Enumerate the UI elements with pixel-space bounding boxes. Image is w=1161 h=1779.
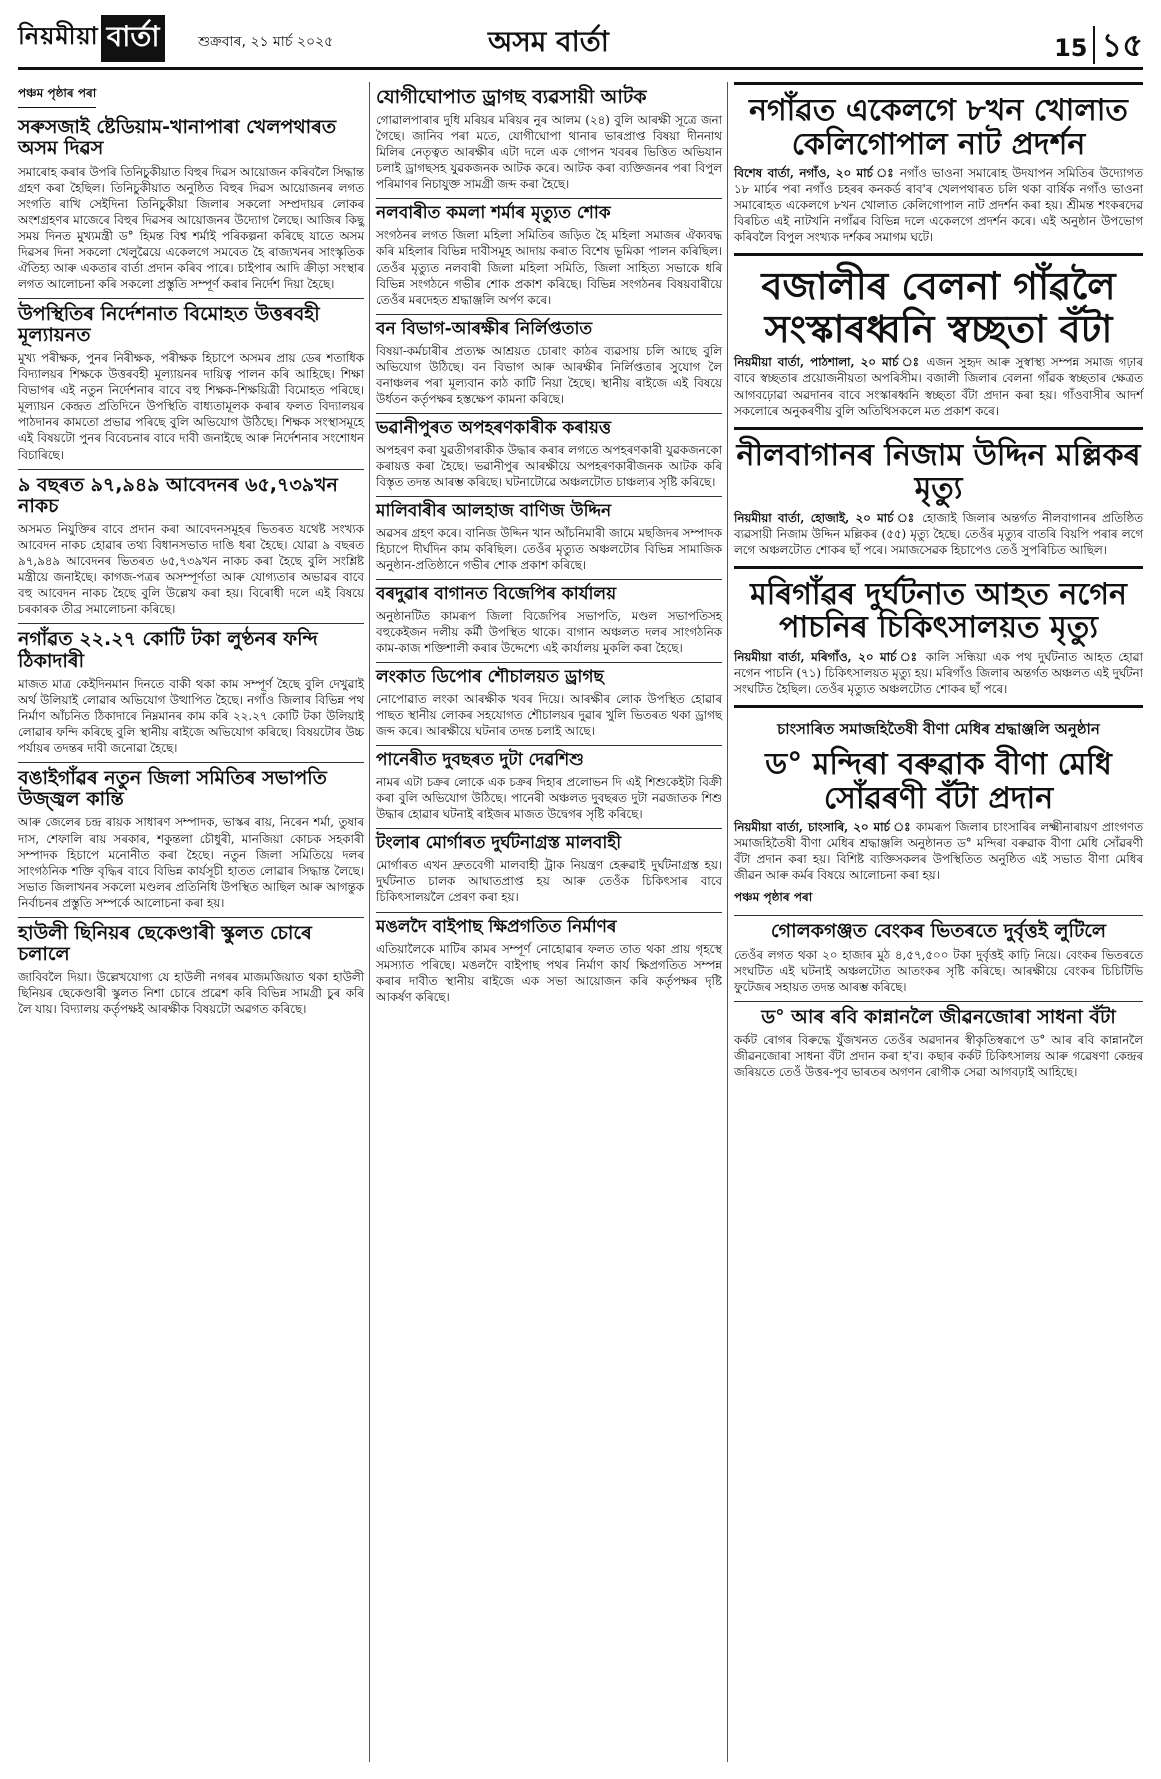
dateline: নিয়মীয়া বাৰ্তা, মৰিগাঁও, ২০ মাৰ্চ ঃ [734,650,920,665]
continued-label: পঞ্চম পৃষ্ঠাৰ পৰা [18,85,96,108]
article-headline: ৯ বছৰত ৯৭,৯৪৯ আবেদনৰ ৬৫,৭৩৯খন নাকচ [18,473,338,517]
page-number-latin: 15 [1054,34,1088,62]
article-headline: টংলাৰ মোৰ্গাৰত দুৰ্ঘটনাগ্ৰস্ত মালবাহী [376,833,622,854]
article [734,921,1143,994]
article-body: গোৱালপাৰাৰ দুধি মৰিয়ৰ মৰিয়ৰ নুৰ আলম (২৪) বুলি আৰক্ষী সূত্ৰে জনা গৈছে। জানিব পৰা মতে, যোগীঘোপা থানাৰ ভাৰপ্ৰাপ্ত বিষয়া দীননাথ মিলিৰ নেতৃত্বত আৰক্ষীৰ এটা দলে এক গোপন খবৰৰ ভিত্তিত অভিযান চলাই ড্ৰাগছসহ যুৱকজনক আটক কৰে। আটক কৰা ব্যক্তিজনৰ পৰা বিপুল পৰিমাণৰ নিচাযুক্ত সামগ্ৰী জব্দ কৰা হৈছে। [376,113,722,192]
article-headline: লংকাত ডিপোৰ শৌচালয়ত ড্ৰাগছ [376,667,604,688]
article-body: অসমত নিযুক্তিৰ বাবে প্ৰদান কৰা আবেদনসমূহৰ ভিতৰত যথেষ্ট সংখ্যক আবেদন নাকচ হোৱাৰ তথ্য বিধানসভাত দাঙি ধৰা হৈছে। যোৱা ৯ বছৰত ৯৭,৯৪৯ আবেদনৰ ভিতৰত ৬৫,৭৩৯খন নাকচ কৰা হৈছে বুলি সংশ্লিষ্ট মন্ত্ৰীয়ে জনাইছে। কাগজ-পত্ৰৰ অসম্পূৰ্ণতা আৰু যোগ্যতাৰ অভাৱৰ বাবে বহু আবেদন নাকচ হৈছে বুলি উল্লেখ কৰা হয়। বিৰোধী দলে এই বিষয়ে চৰকাৰক তীব্ৰ সমালোচনা কৰিছে। [18,522,364,617]
page-number-bengali: ১৫ [1093,26,1143,64]
article [376,87,722,192]
page-number [1054,20,1143,74]
dateline: নিয়মীয়া বাৰ্তা, হোজাই, ২০ মাৰ্চ ঃ [734,510,917,525]
article [376,585,722,656]
masthead [18,18,1143,70]
article-body: নগাঁও ভাওনা সমাৰোহ উদযাপন সমিতিৰ উদ্যোগত ১৮ মাৰ্চৰ পৰা নগাঁও চহৰৰ কনকৰ্ড ৰাব'ৰ খেলপথাৰত চলি থকা বাৰ্ষিক নগাঁও ভাওনা সমাৰোহত একেলগে ৮খন খোলাত কেলিগোপাল নাট প্ৰদৰ্শন কৰা হয়। শ্ৰীমন্ত শংকৰদেৱ বিৰচিত এই নাটখনি নগাঁৱৰ বিভিন্ন দলে একেলগে প্ৰদৰ্শন কৰে। এই অনুষ্ঠান উপভোগ কৰিবলৈ বিপুল সংখ্যক দৰ্শকৰ সমাগম ঘটে। [734,166,1144,245]
article [734,427,1143,558]
article-body: কামৰূপ জিলাৰ চাংসাৰিৰ লক্ষ্মীনাৰায়ণ প্ৰাংগণত সমাজহিতৈষী বীণা মেধিৰ শ্ৰদ্ধাঞ্জলি অনুষ্ঠানত ড° মন্দিৰা বৰুৱাক বীণা মেধি সোঁৱৰণী বঁটা প্ৰদান কৰা হয়। বিশিষ্ট ব্যক্তিসকলৰ উপস্থিতিত অনুষ্ঠিত এই সভাত বীণা মেধিৰ জীৱন আৰু কৰ্মৰ বিষয়ে আলোচনা কৰা হয়। [734,820,1143,883]
article-divider [18,298,364,299]
article-body: কৰ্কট ৰোগৰ বিৰুদ্ধে যুঁজখনত তেওঁৰ অৱদানৰ স্বীকৃতিস্বৰূপে ড° আৰ ৰবি কান্নানলৈ জীৱনজোৰা সাধনা বঁটা প্ৰদান কৰা হ'ব। কছাৰ কৰ্কট চিকিৎসালয় আৰু গৱেষণা কেন্দ্ৰৰ জৰিয়তে তেওঁ উত্তৰ-পূব ভাৰতৰ অগণন ৰোগীক সেৱা আগবঢ়াই আহিছে। [734,1033,1143,1080]
article-headline: হাউলী ছিনিয়ৰ ছেকেণ্ডাৰী স্কুলত চোৰে চলালে [18,921,312,965]
article-divider [18,917,364,918]
article-body: এজন সুহৃদ আৰু সুস্বাস্থ্য সম্পন্ন সমাজ গঢ়াৰ বাবে স্বচ্ছতাৰ প্ৰয়োজনীয়তা অপৰিসীম। বজালী জিলাৰ বেলনা গাঁৱক স্বচ্ছতাৰ ক্ষেত্ৰত আগবঢ়োৱা অৱদানৰ বাবে সংস্কাৰধ্বনি স্বচ্ছতা বঁটা প্ৰদান কৰা হয়। গাঁওবাসীৰ আদৰ্শ সকলোৰে অনুকৰণীয় বুলি অতিথিসকলে মত প্ৰকাশ কৰে। [734,355,1143,418]
column-left [18,82,364,1017]
article [18,117,364,292]
article [18,768,364,911]
column-divider [727,82,728,1762]
logo-part1: নিয়মীয়া [18,22,99,50]
article-subheadline: চাংসাৰিত সমাজহিতৈষী বীণা মেধিৰ শ্ৰদ্ধাঞ্জলি অনুষ্ঠান [777,720,1100,739]
article-headline: সৰুসজাই ষ্টেডিয়াম-খানাপাৰা খেলপথাৰত অসম দিৱস [18,116,337,160]
article [734,82,1143,245]
article-headline: নলবাৰীত কমলা শৰ্মাৰ মৃত্যুত শোক [376,203,611,224]
article-headline: গোলকগঞ্জত বেংকৰ ভিতৰতে দুৰ্বৃত্তই লুটিলে [770,920,1107,943]
article-headline: মৰিগাঁৱৰ দুৰ্ঘটনাত আহত নগেন পাচনিৰ চিকিৎসালয়ত মৃত্যু [750,576,1127,646]
article-body: হোজাই জিলাৰ অন্তৰ্গত নীলবাগানৰ প্ৰতিষ্ঠিত ব্যৱসায়ী নিজাম উদ্দিন মল্লিকৰ (৫৫) মৃত্যু হৈছে। তেওঁৰ মৃত্যুৰ বাতৰি বিয়পি পৰাৰ লগে লগে অঞ্চলটোত শোকৰ ছাঁ পৰে। সমাজসেৱক হিচাপেও তেওঁ সুপৰিচিত আছিল। [734,510,1144,557]
article [376,751,722,822]
article-headline: নগাঁৱত একেলগে ৮খন খোলাত কেলিগোপাল নাট প্ৰদৰ্শন [749,93,1128,162]
article-headline: পানেৰীত দুবছৰত দুটা দেৱশিশু [376,750,584,771]
article-divider [376,198,722,199]
article-body: তেওঁৰ লগত থকা ২০ হাজাৰ মুঠ ৪,৫৭,৫০০ টকা দুৰ্বৃত্তই কাঢ়ি নিয়ে। বেংকৰ ভিতৰতে সংঘটিত এই ঘটনাই অঞ্চলটোত আতংকৰ সৃষ্টি কৰিছে। আৰক্ষীয়ে বেংকৰ চিচিটিভি ফুটেজৰ সহায়ত তদন্ত আৰম্ভ কৰিছে। [734,947,1143,994]
article [376,320,722,407]
article [376,502,722,573]
article [734,253,1143,418]
article-headline: ড° মন্দিৰা বৰুৱাক বীণা মেধি সোঁৱৰণী বঁটা প্ৰদান [765,747,1112,816]
article [376,204,722,307]
article-headline: বৰদুৱাৰ বাগানত বিজেপিৰ কাৰ্যালয় [376,584,617,605]
article-divider [734,1001,1143,1002]
article-headline: নগাঁৱত ২২.২৭ কোটি টকা লুণ্ঠনৰ ফন্দি ঠিকাদাৰী [18,628,318,672]
article-body: জাবিবলৈ দিয়া। উল্লেখযোগ্য যে হাউলী নগৰৰ মাজমজিয়াত থকা হাউলী ছিনিয়ৰ ছেকেণ্ডাৰী স্কুলত নিশা চোৰে প্ৰৱেশ কৰি বিভিন্ন সামগ্ৰী চুৰ কৰি লৈ যায়। বিদ্যালয় কৰ্তৃপক্ষই আৰক্ষীক বিষয়টো অৱগত কৰিছে। [18,970,364,1017]
column-divider [369,82,370,1762]
article-divider [376,314,722,315]
article-headline: নীলবাগানৰ নিজাম উদ্দিন মল্লিকৰ মৃত্যু [736,437,1141,507]
article-body: অনুষ্ঠানটিত কামৰূপ জিলা বিজেপিৰ সভাপতি, মণ্ডল সভাপতিসহ বহুকেইজন দলীয় কৰ্মী উপস্থিত থাকে। বাগান অঞ্চলত দলৰ সাংগঠনিক কাম-কাজ শক্তিশালী কৰাৰ উদ্দেশ্যে এই কাৰ্যালয় মুকলি কৰা হৈছে। [376,609,722,656]
article-headline: মালিবাৰীৰ আলহাজ বাণিজ উদ্দিন [376,500,612,521]
article-headline: বন বিভাগ-আৰক্ষীৰ নিৰ্লিপ্ততাত [376,318,593,339]
article-headline: বঙাইগাঁৱৰ নতুন জিলা সমিতিৰ সভাপতি উজ্জ্বল কান্তি [18,766,327,811]
article-divider [734,915,1143,916]
article-divider [376,662,722,663]
article-headline: মঙলদৈ বাইপাছ ক্ষিপ্ৰগতিত নিৰ্মাণৰ [376,916,617,937]
article-body: সংগঠনৰ লগত জিলা মহিলা সমিতিৰ জড়িত হৈ মহিলা সমাজৰ ঐক্যবদ্ধ কৰি মহিলাৰ বিভিন্ন দাবীসমূহ আদায় কৰাত বিশেষ ভূমিকা পালন কৰিছিল। তেওঁৰ মৃত্যুত নলবাৰী জিলা মহিলা সমিতি, জিলা সাহিত্য সভাকে ধৰি বিভিন্ন সংগঠনে গভীৰ শোক প্ৰকাশ কৰিছে। বিভিন্ন সংগঠনৰ বিষয়বাৰীয়ে তেওঁৰ মৰদেহত শ্ৰদ্ধাঞ্জলি অৰ্পণ কৰে। [376,228,722,307]
article-divider [376,579,722,580]
article [376,419,722,490]
article [734,1007,1143,1080]
article [376,834,722,905]
article-body: বিষয়া-কৰ্মচাৰীৰ প্ৰত্যক্ষ আশ্ৰয়ত চোৰাং কাঠৰ ব্যৱসায় চলি আছে বুলি অভিযোগ উঠিছে। বন বিভাগ আৰু আৰক্ষীৰ নিৰ্লিপ্ততাৰ সুযোগ লৈ বনাঞ্চলৰ পৰা মূল্যবান কাঠ কাটি নিয়া হৈছে। স্থানীয় ৰাইজে এই বিষয়ে উৰ্ধতন কৰ্তৃপক্ষৰ হস্তক্ষেপ কামনা কৰিছে। [376,343,722,406]
logo-part2: বার্তা [101,15,166,62]
article-body: কালি সন্ধিয়া এক পথ দুৰ্ঘটনাত আহত হোৱা নগেন পাচনি (৭১) চিকিৎসালয়ত মৃত্যু হয়। মৰিগাঁও জিলাৰ অন্তৰ্গত অঞ্চলত এই দুৰ্ঘটনা সংঘটিত হৈছিল। তেওঁৰ মৃত্যুত অঞ্চলটোত শোকৰ ছাঁ পৰে। [734,650,1144,697]
article-body: নামৰ এটা চক্ৰৰ লোকে এক চক্ৰৰ দিহাৰ প্ৰলোভন দি এই শিশুকেইটা বিক্ৰী কৰা বুলি অভিযোগ উঠিছে। পানেৰী অঞ্চলত দুবছৰত দুটা নৱজাতক শিশু উদ্ধাৰ হোৱাৰ ঘটনাই ৰাইজৰ মাজত উদ্বেগৰ সৃষ্টি কৰিছে। [376,775,722,822]
issue-date: শুক্ৰবাৰ, ২১ মাৰ্চ ২০২৫ [198,34,334,50]
article-headline: উপস্থিতিৰ নিৰ্দেশনাত বিমোহত উত্তৰবহী মূল্যায়নত [18,302,320,347]
article-body: এতিয়ালৈকে মাটিৰ কামৰ সম্পূৰ্ণ নোহোৱাৰ ফলত তাত থকা প্ৰায় গৃহস্থে সমস্যাত পৰিছে। মঙলদৈ বাইপাছ পথৰ নিৰ্মাণ কাৰ্য ক্ষিপ্ৰগতিত সম্পন্ন কৰাৰ দাবীত স্থানীয় ৰাইজে এক সভা আয়োজন কৰি কৰ্তৃপক্ষৰ দৃষ্টি আকৰ্ষণ কৰিছে। [376,941,722,1004]
article-body: আৰু জেলেৰ চন্দ্ৰ ৰায়ক সাধাৰণ সম্পাদক, ভাস্কৰ ৰায়, নিৰেন শৰ্মা, তুষাৰ দাস, শেফালি ৰায় সৰকাৰ, শকুন্তলা চৌধুৰী, মানজিয়া কোচক সহকাৰী সম্পাদক হিচাপে মনোনীত কৰা হৈছে। নতুন জিলা সমিতিয়ে দলৰ সাংগঠনিক শক্তি বৃদ্ধিৰ বাবে বিভিন্ন কাৰ্যসূচী হাতত লোৱাৰ সিদ্ধান্ত লৈছে। সভাত জিলাখনৰ সকলো মণ্ডলৰ প্ৰতিনিধি উপস্থিত আছিল আৰু আগন্তুক নিৰ্বাচনৰ প্ৰস্তুতি সম্পৰ্কে আলোচনা কৰা হয়। [18,815,364,910]
section-title: অসম বাৰ্তা [488,25,609,58]
article-divider [376,413,722,414]
article [376,918,722,1005]
newspaper-logo [18,18,165,58]
dateline: বিশেষ বাৰ্তা, নগাঁও, ২০ মাৰ্চ ঃ [734,166,895,181]
article-body: নোপোৱাত লংকা আৰক্ষীক খবৰ দিয়ে। আৰক্ষীৰ লোক উপস্থিত হোৱাৰ পাছত স্থানীয় লোকৰ সহযোগত শৌচালয়ৰ দুৱাৰ খুলি ভিতৰত থকা ড্ৰাগছ জব্দ কৰে। আৰক্ষীয়ে ঘটনাৰ তদন্ত চলাই আছে। [376,692,722,739]
article [18,475,364,618]
article-divider [376,496,722,497]
article-body: সমাৰোহ কৰাৰ উপৰি তিনিচুকীয়াত বিহুৰ দিৱস আয়োজন কৰিবলৈ সিদ্ধান্ত গ্ৰহণ কৰা হৈছিল। তিনিচুকীয়াত অনুষ্ঠিত বিহুৰ দিৱস আয়োজনৰ লগত সংগতি ৰাখি সেইদিনা তিনিচুকীয়া জিলাৰ সকলো সম্প্ৰদায়ৰ লোকৰ অংশগ্ৰহণৰ মাজেৰে বিহুৰ দিৱসৰ আয়োজনৰ উদ্যোগ লৈছে। আজিৰ কিছু সময় দিনত মুখ্যমন্ত্ৰী ড° হিমন্ত বিশ্ব শৰ্মাই পৰিকল্পনা কৰিছে যাতে অসম দিৱসৰ দিনা সকলো খেলুৱৈয়ে একেলগে সমবেত হৈ ৰাজ্যখনৰ সাংস্কৃতিক ঐতিহ্য আৰু একতাৰ বাৰ্তা প্ৰদান কৰিব পাৰে। চাইপাৰ আদি ক্ৰীড়া সংস্থাৰ লগত আলোচনা কৰি সকলো প্ৰস্তুতি সম্পূৰ্ণ কৰাৰ নিৰ্দেশ দিয়া হৈছে। [18,164,364,291]
article-headline: ড° আৰ ৰবি কান্নানলৈ জীৱনজোৰা সাধনা বঁটা [761,1005,1116,1028]
article-headline: বজালীৰ বেলনা গাঁৱলৈ সংস্কাৰধ্বনি স্বচ্ছতা বঁটা [761,264,1116,351]
article-divider [376,745,722,746]
article-divider [18,762,364,763]
column-middle [376,82,722,1005]
article-body: মুখ্য পৰীক্ষক, পুনৰ নিৰীক্ষক, পৰীক্ষক হিচাপে অসমৰ প্ৰায় ডেৰ শতাধিক বিদ্যালয়ৰ শিক্ষকে উত্তৰবহী মূল্যায়নৰ দায়িত্ব পালন কৰি আহিছে। শিক্ষা বিভাগৰ এই নতুন নিৰ্দেশনাৰ বাবে বহু শিক্ষক-শিক্ষয়িত্ৰী বিমোহত পৰিছে। মূল্যায়ন কেন্দ্ৰত প্ৰতিদিনে উপস্থিতি বাধ্যতামূলক কৰাৰ ফলত বিদ্যালয়ৰ পাঠদানৰ কামতো প্ৰভাৱ পৰিছে বুলি অভিযোগ উঠিছে। শিক্ষক সংস্থাসমূহে এই বিষয়টো পুনৰ বিবেচনাৰ বাবে দাবী জনাইছে আৰু নিৰ্দেশনাৰ সংশোধন বিচাৰিছে। [18,351,364,462]
article-divider [18,623,364,624]
article-headline: যোগীঘোপাত ড্ৰাগছ ব্যৱসায়ী আটক [376,86,647,108]
article [734,566,1143,697]
article-body: মাজত মাত্ৰ কেইদিনমান দিনতে বাকী থকা কাম সম্পূৰ্ণ হৈছে বুলি দেখুৱাই অৰ্থ উলিয়াই লোৱাৰ অভিযোগ উত্থাপিত হৈছে। নগাঁও জিলাৰ বিভিন্ন পথ নিৰ্মাণ আঁচনিত ঠিকাদাৰে নিম্নমানৰ কাম কৰি ২২.২৭ কোটি টকা উলিয়াই লোৱাৰ ফন্দি কৰিছে বুলি স্থানীয় ৰাইজে অভিযোগ কৰিছে। বিষয়টোৰ উচ্চ পৰ্যায়ৰ তদন্তৰ দাবী জনোৱা হৈছে। [18,676,364,755]
article [18,923,364,1018]
article [734,705,1143,883]
article-divider [376,912,722,913]
dateline: নিয়মীয়া বাৰ্তা, চাংসাৰি, ২০ মাৰ্চ ঃ [734,820,912,835]
article-body: অপহৰণ কৰা যুৱতীগৰাকীক উদ্ধাৰ কৰাৰ লগতে অপহৰণকাৰী যুৱকজনকো কৰায়ত্ত কৰা হৈছে। ভৱানীপুৰ আৰক্ষীয়ে অপহৰণকাৰীজনক আটক কৰি বিস্তৃত তদন্ত আৰম্ভ কৰিছে। ঘটনাটোৱে অঞ্চলটোত চাঞ্চল্যৰ সৃষ্টি কৰিছে। [376,442,722,489]
article-body: অৱসৰ গ্ৰহণ কৰে। বানিজ উদ্দিন খান আঁচনিমাৰী জামে মছজিদৰ সম্পাদক হিচাপে দীৰ্ঘদিন কাম কৰিছিল। তেওঁৰ মৃত্যুত অঞ্চলটোৰ বিভিন্ন সামাজিক অনুষ্ঠান-প্ৰতিষ্ঠানে গভীৰ শোক প্ৰকাশ কৰিছে। [376,525,722,572]
article [18,304,364,463]
article-divider [18,469,364,470]
article-body: মোৰ্গাৰত এখন দ্ৰুতবেগী মালবাহী ট্ৰাক নিয়ন্ত্ৰণ হেৰুৱাই দুৰ্ঘটনাগ্ৰস্ত হয়। দুৰ্ঘটনাত চালক আঘাতপ্ৰাপ্ত হয় আৰু তেওঁক চিকিৎসাৰ বাবে চিকিৎসালয়লৈ প্ৰেৰণ কৰা হয়। [376,858,722,905]
continued-label: পঞ্চম পৃষ্ঠাৰ পৰা [734,890,813,905]
article-divider [376,828,722,829]
article [376,668,722,739]
article [18,629,364,756]
dateline: নিয়মীয়া বাৰ্তা, পাঠশালা, ২০ মাৰ্চ ঃ [734,355,921,370]
column-right [734,82,1143,1080]
article-headline: ভৱানীপুৰত অপহৰণকাৰীক কৰায়ত্ত [376,417,612,438]
